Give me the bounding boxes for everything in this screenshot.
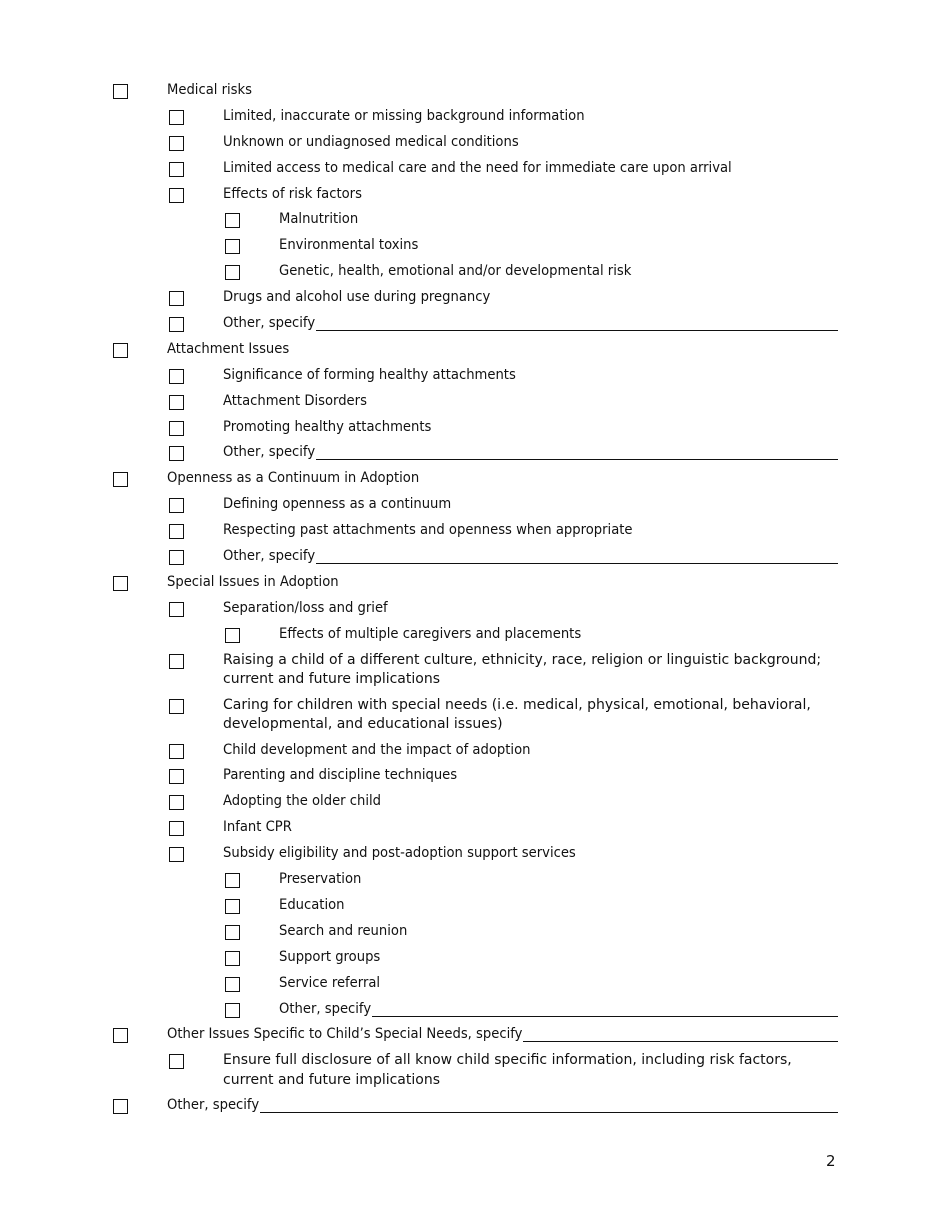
specify-blank-line[interactable] — [316, 563, 838, 564]
checklist-item — [0, 287, 950, 313]
checklist-item — [0, 468, 950, 494]
checkbox[interactable] — [169, 654, 184, 669]
checklist-item-label: Infant CPR — [223, 819, 292, 836]
checklist-item — [0, 947, 950, 973]
checklist-item — [0, 132, 950, 158]
checklist-item-label: Other Issues Specific to Child’s Special Needs, specify — [167, 1026, 523, 1043]
checklist-item-label: Other, specify — [167, 1097, 260, 1114]
checkbox[interactable] — [225, 213, 240, 228]
checklist-item-label: Other, specify — [223, 315, 316, 332]
checklist-item-label: Parenting and discipline techniques — [223, 767, 458, 784]
checkbox[interactable] — [169, 524, 184, 539]
checkbox[interactable] — [113, 472, 128, 487]
checklist-item-label: Other, specify — [279, 1000, 372, 1017]
checkbox[interactable] — [113, 343, 128, 358]
checkbox[interactable] — [225, 628, 240, 643]
checklist-item-label: Other, specify — [223, 548, 316, 565]
checklist-item — [0, 339, 950, 365]
checklist-item — [0, 695, 950, 740]
checklist-item-label: Environmental toxins — [279, 237, 419, 254]
checkbox[interactable] — [169, 395, 184, 410]
checkbox[interactable] — [169, 446, 184, 461]
checklist — [0, 80, 950, 1121]
checklist-item-label: Attachment Issues — [167, 340, 290, 357]
checklist-item — [0, 740, 950, 766]
checklist-item — [0, 442, 950, 468]
checklist-item — [0, 843, 950, 869]
checklist-item — [0, 598, 950, 624]
checklist-item — [0, 765, 950, 791]
checkbox[interactable] — [169, 369, 184, 384]
checkbox[interactable] — [225, 951, 240, 966]
checkbox[interactable] — [169, 550, 184, 565]
checkbox[interactable] — [169, 136, 184, 151]
checklist-item-label: Medical risks — [167, 82, 253, 98]
checklist-item — [0, 1095, 950, 1121]
checklist-item-label: Child development and the impact of adoption — [223, 741, 531, 758]
checklist-item-label: Respecting past attachments and openness when appropriate — [223, 522, 633, 539]
checklist-item — [0, 106, 950, 132]
checklist-item-label: Caring for children with special needs (i.e. medical, physical, emotional, behavioral, developmental, and educational issues) — [223, 696, 811, 733]
checkbox[interactable] — [113, 576, 128, 591]
checklist-item — [0, 999, 950, 1025]
checkbox[interactable] — [225, 899, 240, 914]
checkbox[interactable] — [169, 291, 184, 306]
checklist-item — [0, 417, 950, 443]
checklist-item-label: Separation/loss and grief — [223, 599, 388, 616]
checkbox[interactable] — [169, 602, 184, 617]
checklist-item — [0, 235, 950, 261]
checklist-item-label: Special Issues in Adoption — [167, 573, 339, 590]
checklist-item-label: Significance of forming healthy attachments — [223, 366, 516, 383]
checkbox[interactable] — [169, 744, 184, 759]
checkbox[interactable] — [169, 110, 184, 125]
checkbox[interactable] — [225, 1003, 240, 1018]
checkbox[interactable] — [225, 873, 240, 888]
checkbox[interactable] — [169, 1054, 184, 1069]
specify-blank-line[interactable] — [260, 1112, 838, 1113]
checklist-item — [0, 869, 950, 895]
checklist-item-label: Effects of risk factors — [223, 185, 362, 202]
checklist-item-label: Search and reunion — [279, 922, 408, 939]
checklist-item-label: Service referral — [279, 974, 381, 991]
checklist-item — [0, 494, 950, 520]
checklist-item — [0, 650, 950, 695]
specify-blank-line[interactable] — [316, 459, 838, 460]
checkbox[interactable] — [169, 847, 184, 862]
checkbox[interactable] — [113, 84, 128, 99]
checklist-item-label: Unknown or undiagnosed medical conditions — [223, 133, 519, 150]
checkbox[interactable] — [225, 265, 240, 280]
checkbox[interactable] — [225, 925, 240, 940]
checklist-item-label: Effects of multiple caregivers and placements — [279, 625, 582, 642]
checklist-item — [0, 973, 950, 999]
checkbox[interactable] — [169, 795, 184, 810]
checklist-item — [0, 921, 950, 947]
specify-blank-line[interactable] — [316, 330, 838, 331]
checklist-item-label: Preservation — [279, 871, 362, 888]
checklist-item — [0, 365, 950, 391]
checklist-item-label: Defining openness as a continuum — [223, 496, 452, 513]
checklist-item-label: Limited, inaccurate or missing background information — [223, 107, 585, 124]
checklist-item — [0, 520, 950, 546]
checklist-item — [0, 791, 950, 817]
checklist-item-label: Drugs and alcohol use during pregnancy — [223, 289, 491, 306]
checklist-item-label: Ensure full disclosure of all know child specific information, including risk factors, current and future implications — [223, 1052, 792, 1088]
checkbox[interactable] — [169, 188, 184, 203]
checklist-item-label: Adopting the older child — [223, 793, 382, 810]
checklist-item-label: Subsidy eligibility and post-adoption support services — [223, 845, 576, 862]
checklist-item-label: Malnutrition — [279, 211, 359, 228]
checklist-item — [0, 184, 950, 210]
checklist-item — [0, 261, 950, 287]
checklist-item-label: Limited access to medical care and the need for immediate care upon arrival — [223, 159, 732, 176]
checkbox[interactable] — [169, 769, 184, 784]
checklist-item — [0, 546, 950, 572]
checkbox[interactable] — [169, 498, 184, 513]
checkbox[interactable] — [169, 317, 184, 332]
checklist-item-label: Genetic, health, emotional and/or developmental risk — [279, 263, 632, 280]
checkbox[interactable] — [169, 421, 184, 436]
checklist-item — [0, 895, 950, 921]
checklist-item-label: Raising a child of a different culture, ethnicity, race, religion or linguistic background; current and future implications — [223, 651, 822, 688]
checkbox[interactable] — [169, 162, 184, 177]
checklist-item — [0, 209, 950, 235]
checklist-item — [0, 391, 950, 417]
checklist-item-label: Support groups — [279, 948, 381, 965]
checklist-item-label: Attachment Disorders — [223, 392, 367, 409]
checkbox[interactable] — [113, 1028, 128, 1043]
checkbox[interactable] — [225, 977, 240, 992]
checklist-item — [0, 624, 950, 650]
checkbox[interactable] — [169, 821, 184, 836]
checklist-item-label: Promoting healthy attachments — [223, 418, 432, 435]
specify-blank-line[interactable] — [372, 1016, 838, 1017]
checklist-item — [0, 572, 950, 598]
page-number: 2 — [826, 1152, 836, 1170]
checklist-item-label: Openness as a Continuum in Adoption — [167, 470, 420, 487]
checkbox[interactable] — [169, 699, 184, 714]
checkbox[interactable] — [225, 239, 240, 254]
specify-blank-line[interactable] — [523, 1041, 838, 1042]
checklist-item-label: Education — [279, 896, 345, 913]
checklist-item — [0, 158, 950, 184]
checklist-item-label: Other, specify — [223, 444, 316, 461]
checklist-item — [0, 1050, 950, 1095]
checklist-item — [0, 313, 950, 339]
checklist-item — [0, 80, 950, 106]
checklist-item — [0, 817, 950, 843]
checklist-item — [0, 1024, 950, 1050]
checkbox[interactable] — [113, 1099, 128, 1114]
